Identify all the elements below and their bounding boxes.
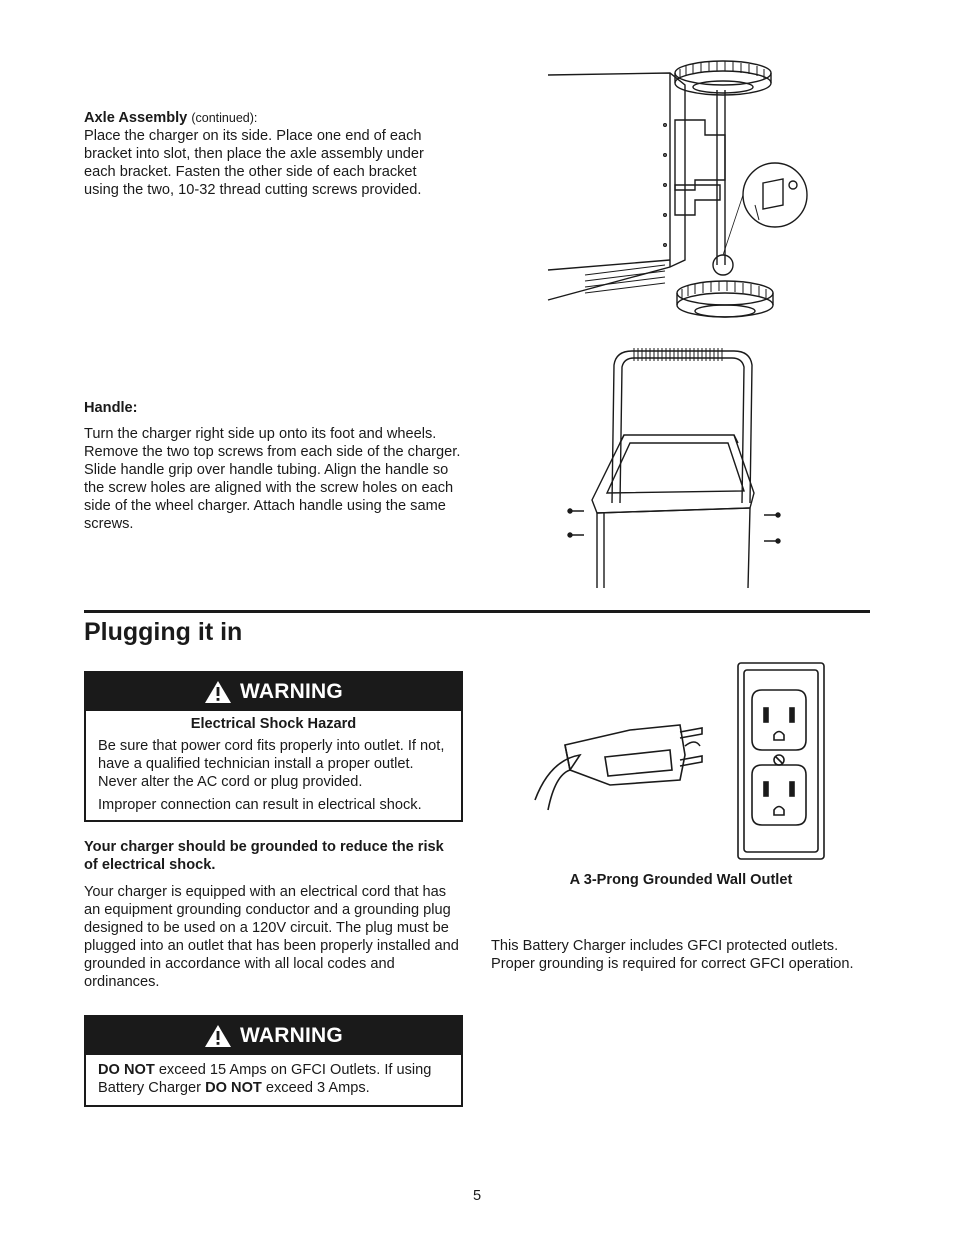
warning-body-2 <box>86 1055 461 1105</box>
warning-header-2 <box>86 1017 461 1055</box>
grounding-body: Your charger is equipped with an electrical cord that has an equipment grounding conductor and a grounding plug designed to be used on a 120V circuit. The plug must be plugged into an outlet that has been properly installed and grounded in accordance with all local codes and ordinances. <box>84 884 459 990</box>
axle-assembly-illustration <box>545 55 815 325</box>
warning-2-text-2: exceed 3 Amps. <box>261 1080 370 1096</box>
warning-2-text-1: exceed 15 Amps on GFCI Outlets. If using Battery Charger <box>98 1062 432 1096</box>
axle-assembly-heading-line <box>84 109 454 127</box>
warning-paragraph-2: Improper connection can result in electrical shock. <box>98 797 422 813</box>
outlet-caption: A 3-Prong Grounded Wall Outlet <box>569 872 793 888</box>
warning-body <box>86 711 461 820</box>
section-divider <box>84 610 870 613</box>
warning-triangle-icon <box>204 680 232 704</box>
warning-header <box>86 673 461 711</box>
grounding-heading: Your charger should be grounded to reduce the risk of electrical shock. <box>84 839 444 873</box>
warning-label-2: WARNING <box>240 1024 343 1047</box>
axle-assembly-section <box>84 109 454 199</box>
gfci-note: This Battery Charger includes GFCI protected outlets. Proper grounding is required for correct GFCI operation. <box>491 938 854 972</box>
axle-assembly-heading-note: (continued): <box>191 111 258 125</box>
handle-body: Turn the charger right side up onto its foot and wheels. Remove the two top screws from each side of the charger. Slide handle grip over handle tubing. Align the handle so the screw holes are aligned with the screw holes on each side of the wheel charger. Attach handle using the same screws. <box>84 426 461 532</box>
handle-illustration <box>562 343 787 591</box>
section-title: Plugging it in <box>84 618 243 646</box>
warning-subtitle: Electrical Shock Hazard <box>190 716 357 732</box>
plug-outlet-illustration <box>530 660 830 862</box>
warning-label: WARNING <box>240 680 343 703</box>
grounding-section <box>84 838 459 991</box>
axle-assembly-body: Place the charger on its side. Place one end of each bracket into slot, then place the axle assembly under each bracket. Fasten the other side of each bracket using the two, 10-32 thread cutting screws provided. <box>84 128 424 198</box>
axle-assembly-heading: Axle Assembly <box>84 110 188 126</box>
warning-triangle-icon <box>204 1024 232 1048</box>
handle-section <box>84 399 464 533</box>
page-number: 5 <box>472 1188 482 1204</box>
do-not-emphasis-1: DO NOT <box>98 1062 155 1078</box>
do-not-emphasis-2: DO NOT <box>205 1080 262 1096</box>
warning-paragraph-1: Be sure that power cord fits properly into outlet. If not, have a qualified technician install a proper outlet. Never alter the AC cord or plug provided. <box>98 738 445 790</box>
handle-heading: Handle: <box>84 400 138 416</box>
warning-box-shock <box>84 671 463 822</box>
warning-box-gfci <box>84 1015 463 1107</box>
